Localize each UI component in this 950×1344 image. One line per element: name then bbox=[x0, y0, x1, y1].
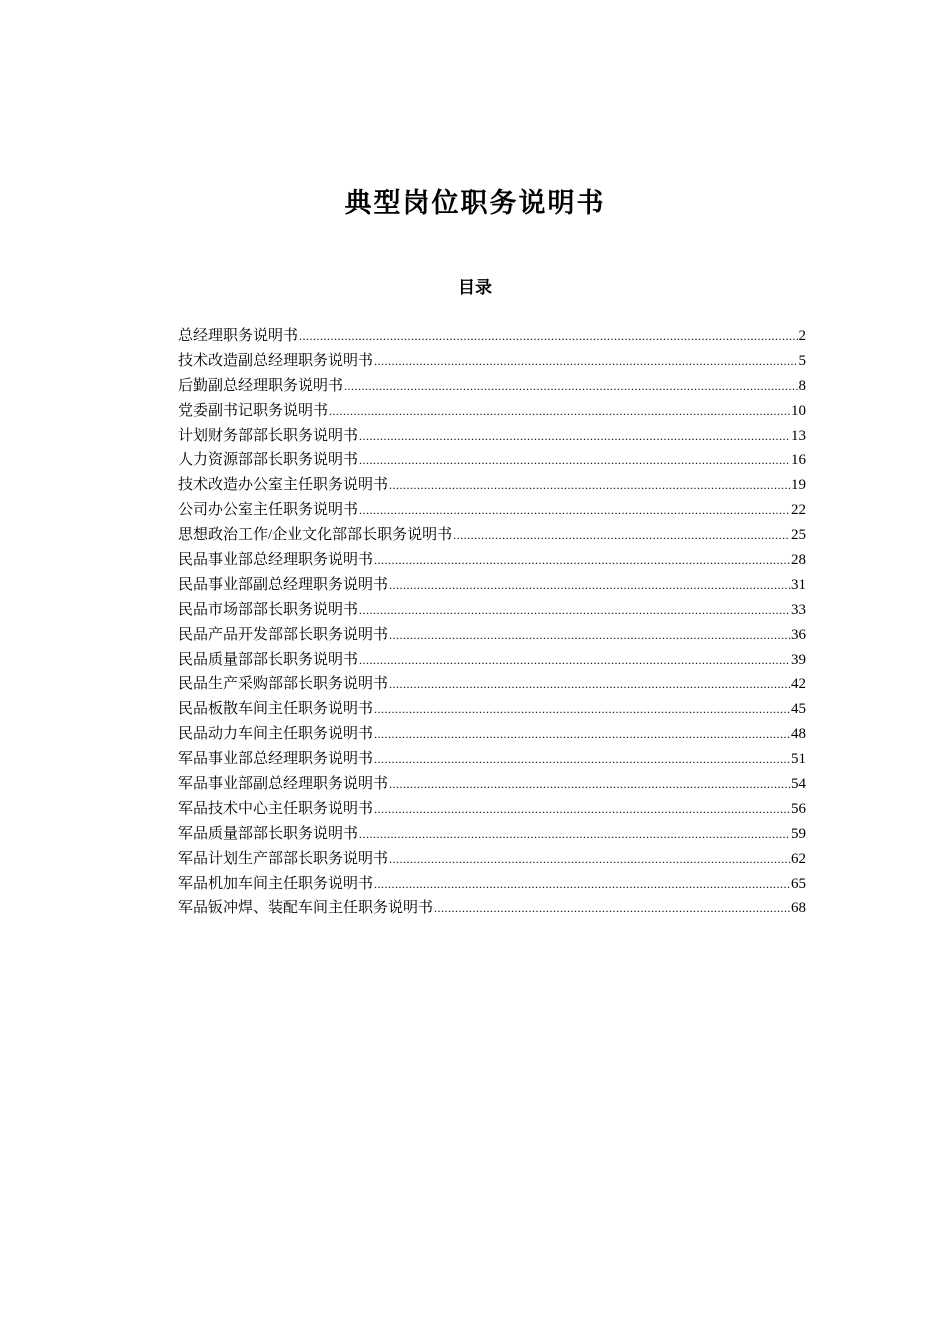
toc-entry-title: 公司办公室主任职务说明书 bbox=[178, 502, 359, 519]
toc-page-number: 8 bbox=[798, 377, 806, 394]
toc-page-number: 22 bbox=[791, 502, 806, 519]
toc-page-number: 16 bbox=[791, 452, 806, 469]
toc-entry-title: 军品技术中心主任职务说明书 bbox=[178, 800, 374, 817]
toc-entry-title: 思想政治工作/企业文化部部长职务说明书 bbox=[178, 527, 453, 544]
toc-page-number: 36 bbox=[791, 626, 806, 643]
toc-dot-leader bbox=[389, 573, 790, 598]
toc-dot-leader bbox=[453, 523, 790, 548]
toc-page-number: 19 bbox=[791, 477, 806, 494]
toc-entry[interactable] bbox=[178, 822, 806, 847]
toc-entry[interactable] bbox=[178, 448, 806, 473]
toc-page-number: 45 bbox=[791, 701, 806, 718]
toc-dot-leader bbox=[359, 648, 790, 673]
toc-page-number: 42 bbox=[791, 676, 806, 693]
toc-dot-leader bbox=[374, 722, 790, 747]
toc-entry[interactable] bbox=[178, 573, 806, 598]
toc-page-number: 33 bbox=[791, 601, 806, 618]
toc-dot-leader bbox=[374, 548, 790, 573]
toc-entry-title: 军品质量部部长职务说明书 bbox=[178, 825, 359, 842]
toc-dot-leader bbox=[359, 822, 790, 847]
toc-entry[interactable] bbox=[178, 623, 806, 648]
toc-entry[interactable] bbox=[178, 424, 806, 449]
table-of-contents bbox=[178, 324, 806, 921]
toc-entry[interactable] bbox=[178, 349, 806, 374]
toc-entry-title: 民品质量部部长职务说明书 bbox=[178, 651, 359, 668]
toc-page-number: 65 bbox=[791, 875, 806, 892]
toc-dot-leader bbox=[434, 896, 790, 921]
toc-entry-title: 后勤副总经理职务说明书 bbox=[178, 377, 344, 394]
toc-entry-title: 军品计划生产部部长职务说明书 bbox=[178, 850, 389, 867]
toc-entry-title: 军品事业部副总经理职务说明书 bbox=[178, 776, 389, 793]
toc-entry[interactable] bbox=[178, 473, 806, 498]
toc-page-number: 31 bbox=[791, 576, 806, 593]
toc-entry[interactable] bbox=[178, 648, 806, 673]
toc-dot-leader bbox=[389, 847, 790, 872]
toc-page-number: 68 bbox=[791, 900, 806, 917]
toc-entry-title: 军品事业部总经理职务说明书 bbox=[178, 751, 374, 768]
toc-page-number: 56 bbox=[791, 800, 806, 817]
toc-dot-leader bbox=[389, 772, 790, 797]
toc-dot-leader bbox=[299, 324, 797, 349]
toc-entry[interactable] bbox=[178, 523, 806, 548]
toc-entry-title: 民品事业部副总经理职务说明书 bbox=[178, 576, 389, 593]
toc-page-number: 5 bbox=[798, 352, 806, 369]
toc-dot-leader bbox=[329, 399, 790, 424]
toc-entry-title: 军品钣冲焊、装配车间主任职务说明书 bbox=[178, 900, 434, 917]
toc-dot-leader bbox=[389, 672, 790, 697]
toc-entry[interactable] bbox=[178, 697, 806, 722]
toc-dot-leader bbox=[344, 374, 797, 399]
toc-entry[interactable] bbox=[178, 399, 806, 424]
toc-page-number: 62 bbox=[791, 850, 806, 867]
toc-entry[interactable] bbox=[178, 772, 806, 797]
toc-page-number: 51 bbox=[791, 751, 806, 768]
toc-entry[interactable] bbox=[178, 722, 806, 747]
toc-entry-title: 民品事业部总经理职务说明书 bbox=[178, 552, 374, 569]
toc-entry[interactable] bbox=[178, 896, 806, 921]
toc-dot-leader bbox=[359, 448, 790, 473]
toc-entry-title: 人力资源部部长职务说明书 bbox=[178, 452, 359, 469]
toc-page-number: 28 bbox=[791, 552, 806, 569]
toc-dot-leader bbox=[359, 424, 790, 449]
toc-dot-leader bbox=[359, 498, 790, 523]
toc-entry-title: 民品板散车间主任职务说明书 bbox=[178, 701, 374, 718]
toc-entry-title: 民品产品开发部部长职务说明书 bbox=[178, 626, 389, 643]
toc-page-number: 48 bbox=[791, 726, 806, 743]
toc-page-number: 54 bbox=[791, 776, 806, 793]
toc-entry[interactable] bbox=[178, 548, 806, 573]
toc-page-number: 10 bbox=[791, 402, 806, 419]
toc-entry[interactable] bbox=[178, 747, 806, 772]
toc-page-number: 2 bbox=[798, 328, 806, 344]
toc-entry[interactable] bbox=[178, 498, 806, 523]
toc-entry-title: 民品动力车间主任职务说明书 bbox=[178, 726, 374, 743]
document-title: 典型岗位职务说明书 bbox=[344, 188, 606, 219]
toc-entry[interactable] bbox=[178, 374, 806, 399]
toc-dot-leader bbox=[374, 747, 790, 772]
toc-entry[interactable] bbox=[178, 324, 806, 349]
toc-page-number: 39 bbox=[791, 651, 806, 668]
toc-entry-title: 民品生产采购部部长职务说明书 bbox=[178, 676, 389, 693]
toc-dot-leader bbox=[389, 623, 790, 648]
toc-page-number: 25 bbox=[791, 527, 806, 544]
toc-entry[interactable] bbox=[178, 672, 806, 697]
toc-dot-leader bbox=[389, 473, 790, 498]
toc-dot-leader bbox=[374, 872, 790, 897]
toc-entry[interactable] bbox=[178, 847, 806, 872]
toc-entry-title: 总经理职务说明书 bbox=[178, 328, 299, 344]
toc-dot-leader bbox=[374, 797, 790, 822]
toc-page-number: 13 bbox=[791, 427, 806, 444]
toc-entry[interactable] bbox=[178, 872, 806, 897]
toc-entry-title: 计划财务部部长职务说明书 bbox=[178, 427, 359, 444]
toc-entry[interactable] bbox=[178, 797, 806, 822]
toc-entry-title: 军品机加车间主任职务说明书 bbox=[178, 875, 374, 892]
toc-dot-leader bbox=[359, 598, 790, 623]
toc-entry-title: 技术改造副总经理职务说明书 bbox=[178, 352, 374, 369]
toc-dot-leader bbox=[374, 349, 797, 374]
toc-page-number: 59 bbox=[791, 825, 806, 842]
toc-heading: 目录 bbox=[458, 278, 492, 298]
toc-entry-title: 党委副书记职务说明书 bbox=[178, 402, 329, 419]
toc-entry-title: 技术改造办公室主任职务说明书 bbox=[178, 477, 389, 494]
toc-entry[interactable] bbox=[178, 598, 806, 623]
toc-entry-title: 民品市场部部长职务说明书 bbox=[178, 601, 359, 618]
toc-dot-leader bbox=[374, 697, 790, 722]
